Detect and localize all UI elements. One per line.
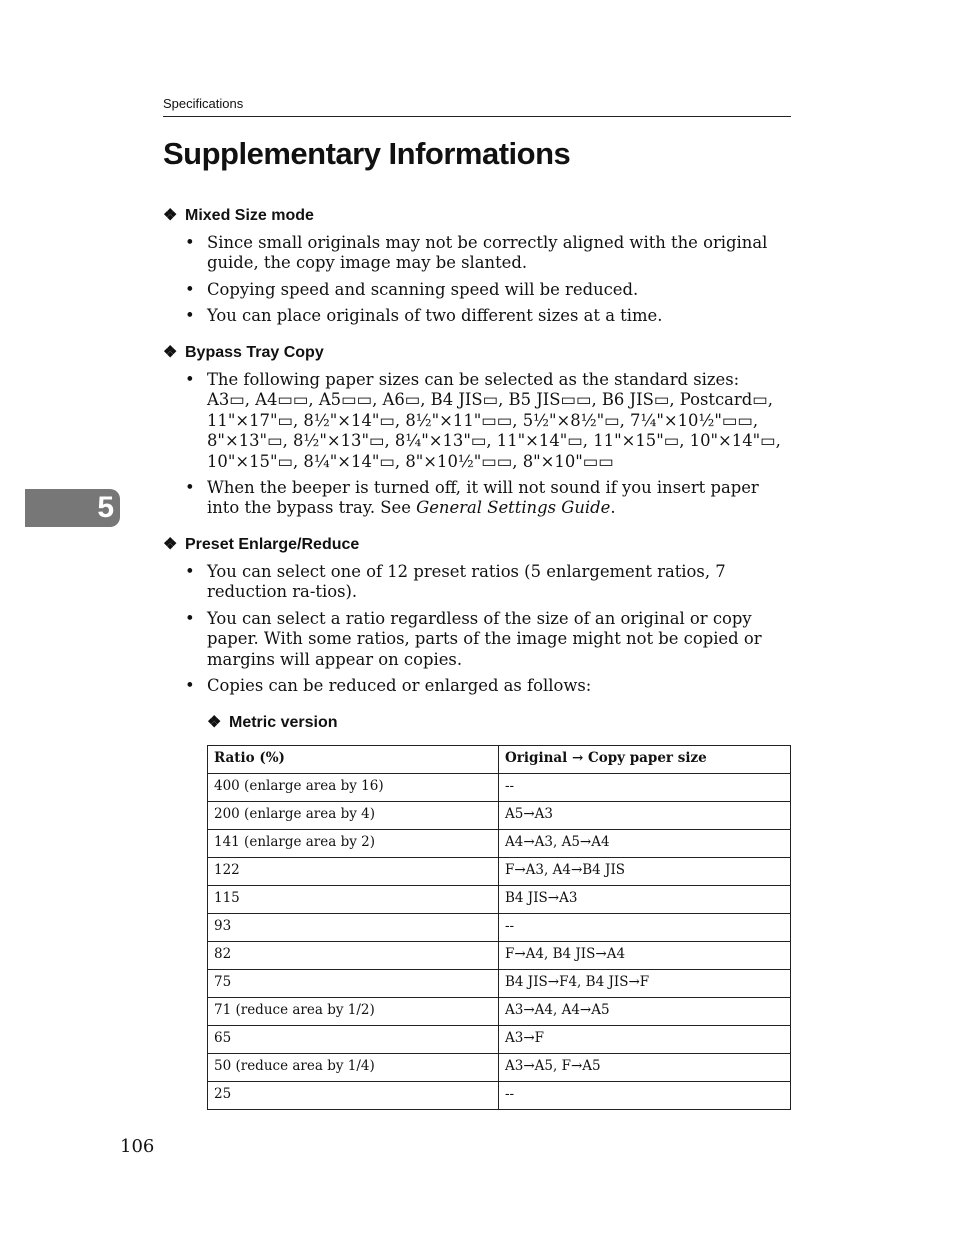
table-row: 50 (reduce area by 1/4) A3→A5, F→A5 xyxy=(208,1054,791,1082)
table-row: 25 -- xyxy=(208,1082,791,1110)
diamond-bullet-icon: ❖ xyxy=(207,714,222,731)
ratio-table xyxy=(207,745,791,1110)
table-row: 115 B4 JIS→A3 xyxy=(208,886,791,914)
table-header-row xyxy=(208,746,791,774)
paper-size-list: A3▭, A4▭▭, A5▭▭, A6▭, B4 JIS▭, B5 JIS▭▭, B6 JIS▭, Postcard▭, 11"×17"▭, 8½"×14"▭, 8½"×11"▭▭, 5½"×8½"▭, 7¼"×10½"▭▭, 8"×13"▭, 8½"×13"▭, 8¼"×13"▭, 11"×14"▭, 11"×15"▭, 10"×14"▭, 10"×15"▭, 8¼"×14"▭, 8"×10½"▭▭, 8"×10"▭▭ xyxy=(207,390,781,471)
mixed-size-list xyxy=(185,233,791,333)
bypass-tray-list xyxy=(185,370,791,525)
column-header-paper-size: Original → Copy paper size xyxy=(499,746,791,774)
list-item: • You can select one of 12 preset ratios (5 enlargement ratios, 7 reduction ra-tios). xyxy=(185,562,726,602)
table-row: 75 B4 JIS→F4, B4 JIS→F xyxy=(208,970,791,998)
column-header-ratio: Ratio (%) xyxy=(208,746,499,774)
manual-reference: General Settings Guide xyxy=(416,498,611,518)
list-item: • Copies can be reduced or enlarged as follows: xyxy=(185,676,592,696)
page-title: Supplementary Informations xyxy=(163,136,571,171)
table-row: 71 (reduce area by 1/2) A3→A4, A4→A5 xyxy=(208,998,791,1026)
table-row: 82 F→A4, B4 JIS→A4 xyxy=(208,942,791,970)
list-item: • You can place originals of two different sizes at a time. xyxy=(185,306,663,326)
table-row: 400 (enlarge area by 16) -- xyxy=(208,774,791,802)
table-row: 65 A3→F xyxy=(208,1026,791,1054)
table-row: 122 F→A3, A4→B4 JIS xyxy=(208,858,791,886)
list-item: • The following paper sizes can be selected as the standard sizes: A3▭, A4▭▭, A5▭▭, A6▭, B4 JIS▭, B5 JIS▭▭, B6 JIS▭, Postcard▭, 11"×17"▭, 8½"×14"▭, 8½"×11"▭▭, 5½"×8½"▭, 7¼"×10½"▭▭, 8"×13"▭, 8½"×13"▭, 8¼"×13"▭, 11"×14"▭, 11"×15"▭, 10"×14"▭, 10"×15"▭, 8¼"×14"▭, 8"×10½"▭▭, 8"×10"▭▭ xyxy=(185,370,781,471)
subheading-metric-version: ❖ Metric version xyxy=(207,714,338,731)
running-header xyxy=(163,96,791,117)
section-heading-preset-enlarge: ❖ Preset Enlarge/Reduce xyxy=(163,536,360,553)
table-row: 200 (enlarge area by 4) A5→A3 xyxy=(208,802,791,830)
list-item: • Copying speed and scanning speed will be reduced. xyxy=(185,279,639,299)
chapter-tab: 5 xyxy=(25,489,120,527)
section-heading-bypass-tray: ❖ Bypass Tray Copy xyxy=(163,344,324,361)
section-heading-mixed-size: ❖ Mixed Size mode xyxy=(163,207,314,224)
diamond-bullet-icon: ❖ xyxy=(163,536,178,553)
preset-enlarge-list xyxy=(185,562,791,702)
list-item: • When the beeper is turned off, it will not sound if you insert paper into the bypass tray. See General Settings Guide. xyxy=(185,478,759,518)
list-item: • You can select a ratio regardless of the size of an original or copy paper. With some ratios, parts of the image might not be copied or margins will appear on copies. xyxy=(185,608,762,669)
table-row: 93 -- xyxy=(208,914,791,942)
diamond-bullet-icon: ❖ xyxy=(163,207,178,224)
list-item: • Since small originals may not be correctly aligned with the original guide, the copy image may be slanted. xyxy=(185,233,768,273)
table-row: 141 (enlarge area by 2) A4→A3, A5→A4 xyxy=(208,830,791,858)
diamond-bullet-icon: ❖ xyxy=(163,344,178,361)
running-title: Specifications xyxy=(163,96,244,111)
page-number: 106 xyxy=(120,1136,155,1157)
